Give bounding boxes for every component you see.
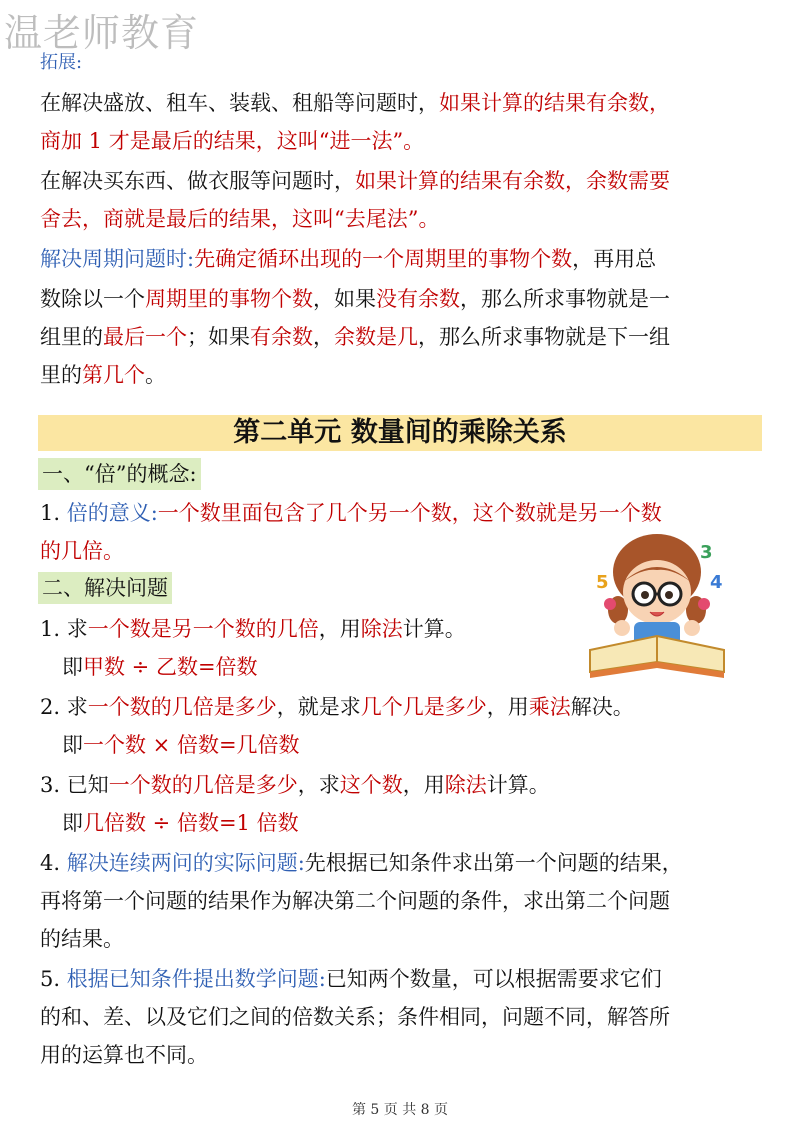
text-segment: ，求	[297, 773, 340, 797]
expand-p1b: 商加 1 才是最后的结果，这叫“进一法”。	[40, 129, 425, 153]
item-1	[40, 614, 770, 644]
item-4	[40, 848, 770, 878]
text-segment: ，用	[486, 695, 529, 719]
s1-p1b: 的几倍。	[40, 539, 124, 563]
text-segment: 在解决买东西、做衣服等问题时，	[40, 169, 355, 193]
formula: 几倍数 ÷ 倍数=1 倍数	[83, 811, 299, 835]
expand-p1	[40, 88, 770, 118]
text-emphasis: 一个数的几倍是多少	[87, 695, 277, 719]
expand-p2b: 舍去，商就是最后的结果，这叫“去尾法”。	[40, 207, 440, 231]
expand-p3	[40, 244, 770, 274]
text-segment: 即	[62, 655, 83, 679]
text-segment: 数除以一个	[40, 287, 145, 311]
number-3: 3	[700, 542, 713, 563]
text-heading: 根据已知条件提出数学问题:	[66, 967, 326, 991]
text-emphasis: 最后一个	[103, 325, 187, 349]
text-segment: ，用	[318, 617, 361, 641]
text-segment: 4.	[40, 851, 67, 875]
item-5c: 用的运算也不同。	[40, 1043, 208, 1067]
text-segment: 里的	[40, 363, 82, 387]
section-1-label: 一、“倍”的概念:	[38, 458, 201, 490]
text-emphasis: 乘法	[528, 695, 571, 719]
text-segment: 3. 已知	[40, 773, 109, 797]
text-emphasis: 一个数里面包含了几个另一个数，这个数就是另一个数	[157, 501, 662, 525]
text-segment: 先根据已知条件求出第一个问题的结果，	[304, 851, 683, 875]
expand-p3c	[40, 322, 770, 352]
item-2	[40, 692, 770, 722]
text-segment: 1. 求	[40, 617, 88, 641]
text-emphasis: 如果计算的结果有余数，	[439, 91, 670, 115]
expand-p3b	[40, 284, 770, 314]
text-segment: 组里的	[40, 325, 103, 349]
text-segment: 即	[62, 733, 83, 757]
text-segment: 计算。	[402, 617, 466, 641]
text-segment: ，就是求	[276, 695, 361, 719]
text-segment: 即	[62, 811, 83, 835]
text-segment: 解决。	[570, 695, 634, 719]
text-emphasis: 第几个	[82, 363, 145, 387]
text-segment: 5.	[40, 967, 67, 991]
text-heading: 解决连续两问的实际问题:	[66, 851, 305, 875]
text-emphasis: 除法	[444, 773, 487, 797]
item-4c: 的结果。	[40, 927, 124, 951]
item-3-formula	[62, 808, 770, 838]
text-segment: ，	[313, 325, 334, 349]
text-heading: 解决周期问题时:	[40, 247, 195, 271]
text-segment: ，那么所求事物就是一	[460, 287, 670, 311]
formula: 甲数 ÷ 乙数=倍数	[83, 655, 258, 679]
text-emphasis: 有余数	[250, 325, 313, 349]
text-emphasis: 没有余数	[376, 287, 460, 311]
text-segment: ，再用总	[572, 247, 657, 271]
item-2-formula	[62, 730, 770, 760]
number-4: 4	[710, 572, 723, 593]
text-segment: 已知两个数量，可以根据需要求它们	[325, 967, 662, 991]
text-segment: 2. 求	[40, 695, 88, 719]
item-5b: 的和、差、以及它们之间的倍数关系；条件相同，问题不同，解答所	[40, 1005, 670, 1029]
text-emphasis: 这个数	[339, 773, 403, 797]
text-emphasis: 先确定循环出现的一个周期里的事物个数	[194, 247, 573, 271]
text-segment: 。	[145, 363, 166, 387]
formula: 一个数 × 倍数=几倍数	[83, 733, 300, 757]
page-footer: 第 5 页 共 8 页	[351, 1102, 449, 1118]
text-emphasis: 一个数是另一个数的几倍	[87, 617, 319, 641]
text-segment: ；如果	[187, 325, 250, 349]
text-emphasis: 周期里的事物个数	[145, 287, 313, 311]
text-segment: ，那么所求事物就是下一组	[418, 325, 670, 349]
s1-p1	[40, 498, 770, 528]
section-2-label: 二、解决问题	[38, 572, 172, 604]
watermark: 温老师教育	[4, 11, 200, 55]
text-heading: 倍的意义:	[66, 501, 158, 525]
text-segment: 计算。	[486, 773, 550, 797]
text-segment: 在解决盛放、租车、装载、租船等问题时，	[40, 91, 439, 115]
text-emphasis: 几个几是多少	[360, 695, 487, 719]
unit-title-banner: 第二单元 数量间的乘除关系	[38, 415, 762, 451]
expand-p3d	[40, 360, 770, 390]
text-segment: 1.	[40, 501, 67, 525]
item-1-formula	[62, 652, 770, 682]
expand-p2	[40, 166, 770, 196]
text-segment: ，用	[402, 773, 445, 797]
text-emphasis: 如果计算的结果有余数，余数需要	[355, 169, 670, 193]
item-4b: 再将第一个问题的结果作为解决第二个问题的条件，求出第二个问题	[40, 889, 670, 913]
expand-title: 拓展:	[40, 52, 83, 73]
text-emphasis: 一个数的几倍是多少	[108, 773, 298, 797]
text-segment: ，如果	[313, 287, 376, 311]
item-3	[40, 770, 770, 800]
text-emphasis: 除法	[360, 617, 403, 641]
item-5	[40, 964, 770, 994]
number-5: 5	[596, 572, 609, 593]
text-emphasis: 余数是几	[334, 325, 418, 349]
